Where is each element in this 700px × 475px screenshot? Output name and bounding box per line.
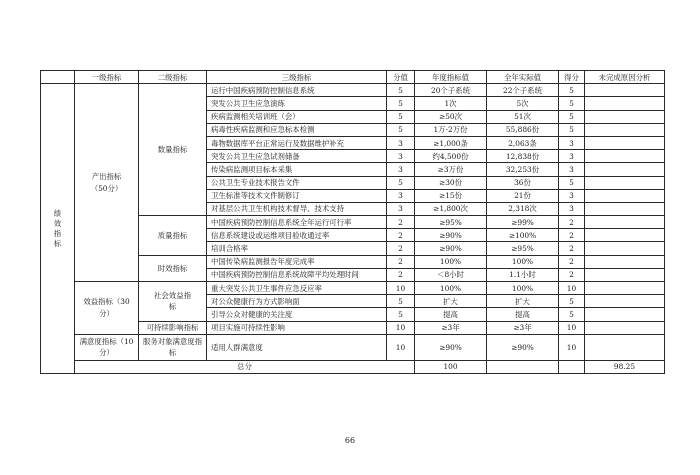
row-score: 3 <box>387 163 415 176</box>
row-score: 3 <box>387 150 415 163</box>
row-actual: 2,318次 <box>487 202 559 215</box>
row-score: 2 <box>387 229 415 242</box>
row-target: 约4,500份 <box>415 150 487 163</box>
row-score: 2 <box>387 268 415 281</box>
row-reason <box>585 308 665 321</box>
row-score: 2 <box>387 255 415 268</box>
total-blank-actual <box>559 360 585 373</box>
row-reason <box>585 268 665 281</box>
row-target: 提高 <box>415 308 487 321</box>
row-reason <box>585 97 665 110</box>
row-points: 3 <box>559 150 585 163</box>
row-reason <box>585 295 665 308</box>
row-reason <box>585 136 665 149</box>
row-points: 3 <box>559 136 585 149</box>
row-actual: 100% <box>487 255 559 268</box>
row-points: 5 <box>559 97 585 110</box>
row-target: 1万-2万份 <box>415 123 487 136</box>
row-reason <box>585 123 665 136</box>
row-score: 2 <box>387 216 415 229</box>
row-score: 10 <box>387 282 415 295</box>
row-target: ≥50次 <box>415 110 487 123</box>
row-points: 5 <box>559 123 585 136</box>
row-target: ≥90% <box>415 229 487 242</box>
row-name: 突发公共卫生应急演练 <box>207 97 387 110</box>
row-target: ≥3年 <box>415 321 487 334</box>
row-reason <box>585 229 665 242</box>
row-score: 5 <box>387 123 415 136</box>
total-blank-target <box>487 360 559 373</box>
row-score: 3 <box>387 189 415 202</box>
row-reason <box>585 321 665 334</box>
row-name: 病毒性疾病监测和应急标本检测 <box>207 123 387 136</box>
row-name: 传染病监测项目标本采集 <box>207 163 387 176</box>
row-actual: 2,063条 <box>487 136 559 149</box>
total-score: 100 <box>415 360 487 373</box>
row-name: 对公众健康行为方式影响面 <box>207 295 387 308</box>
row-points: 5 <box>559 308 585 321</box>
row-actual: 36份 <box>487 176 559 189</box>
row-target: ＜8小时 <box>415 268 487 281</box>
row-name: 适用人群满意度 <box>207 334 387 360</box>
table-row <box>41 84 665 97</box>
row-target: 扩大 <box>415 295 487 308</box>
row-target: ≥90% <box>415 334 487 360</box>
header-target: 年度指标值 <box>415 71 487 84</box>
row-reason <box>585 110 665 123</box>
row-points: 3 <box>559 163 585 176</box>
row-score: 5 <box>387 110 415 123</box>
row-name: 毒物数据库平台正常运行及数据维护补充 <box>207 136 387 149</box>
level1-output <box>75 84 139 282</box>
level2-quality: 质量指标 <box>139 216 207 256</box>
row-name: 中国疾病预防控制信息系统全年运行可行率 <box>207 216 387 229</box>
row-points: 3 <box>559 189 585 202</box>
level1-benefit-label: 效益指标（30分） <box>83 296 130 318</box>
row-points: 10 <box>559 334 585 360</box>
row-points: 2 <box>559 268 585 281</box>
row-points: 2 <box>559 229 585 242</box>
row-points: 10 <box>559 282 585 295</box>
row-reason <box>585 150 665 163</box>
row-name: 中国疾病预防控制信息系统故障平均处理时间 <box>207 268 387 281</box>
row-actual: 12,838份 <box>487 150 559 163</box>
level1-satisfaction <box>75 334 139 360</box>
row-target: ≥90% <box>415 242 487 255</box>
header-reason: 未完成原因分析 <box>585 71 665 84</box>
table-row <box>41 282 665 295</box>
row-points: 10 <box>559 321 585 334</box>
header-points: 得分 <box>559 71 585 84</box>
row-actual: 100% <box>487 282 559 295</box>
page-number: 66 <box>344 436 356 445</box>
row-name: 对基层公共卫生机构技术督导、技术支持 <box>207 202 387 215</box>
row-name: 卫生标准等技术文件制修订 <box>207 189 387 202</box>
row-actual: ≥95% <box>487 242 559 255</box>
row-reason <box>585 163 665 176</box>
row-score: 5 <box>387 176 415 189</box>
row-name: 运行中国疾病预防控制信息系统 <box>207 84 387 97</box>
row-target: ≥95% <box>415 216 487 229</box>
row-name: 项目实施可持续性影响 <box>207 321 387 334</box>
level1-satisfaction-label: 满意度指标（10分） <box>79 337 134 358</box>
row-reason <box>585 176 665 189</box>
level2-quantity: 数量指标 <box>139 84 207 216</box>
row-name: 中国传染病监测报告年度完成率 <box>207 255 387 268</box>
row-reason <box>585 189 665 202</box>
row-target: 1次 <box>415 97 487 110</box>
header-level1: 一级指标 <box>75 71 139 84</box>
row-target: ≥30份 <box>415 176 487 189</box>
total-row <box>41 360 665 373</box>
level2-sustain: 可持续影响指标 <box>139 321 207 334</box>
row-actual: ≥99% <box>487 216 559 229</box>
row-points: 2 <box>559 242 585 255</box>
row-reason <box>585 334 665 360</box>
level2-service <box>139 334 207 360</box>
row-actual: 51次 <box>487 110 559 123</box>
row-name: 引导公众对健康的关注度 <box>207 308 387 321</box>
level2-timeliness: 时效指标 <box>139 255 207 281</box>
row-target: 100% <box>415 282 487 295</box>
row-actual: 22个子系统 <box>487 84 559 97</box>
header-level3: 三级指标 <box>207 71 387 84</box>
row-actual: 55,886份 <box>487 123 559 136</box>
row-reason <box>585 84 665 97</box>
total-label: 总分 <box>75 360 415 373</box>
row-score: 3 <box>387 202 415 215</box>
row-reason <box>585 282 665 295</box>
row-name: 公共卫生专业技术报告文件 <box>207 176 387 189</box>
row-score: 2 <box>387 242 415 255</box>
level2-social-label: 社会效益指标 <box>154 291 191 312</box>
row-actual: ≥3年 <box>487 321 559 334</box>
row-reason <box>585 242 665 255</box>
row-points: 5 <box>559 110 585 123</box>
level1-benefit <box>75 282 139 335</box>
row-score: 10 <box>387 321 415 334</box>
row-actual: 扩大 <box>487 295 559 308</box>
row-points: 5 <box>559 295 585 308</box>
header-level2: 二级指标 <box>139 71 207 84</box>
row-actual: 提高 <box>487 308 559 321</box>
row-name: 重大突发公共卫生事件应急反应率 <box>207 282 387 295</box>
row-reason <box>585 202 665 215</box>
row-points: 5 <box>559 84 585 97</box>
row-points: 5 <box>559 176 585 189</box>
row-actual: 32,253份 <box>487 163 559 176</box>
row-score: 10 <box>387 334 415 360</box>
row-reason <box>585 216 665 229</box>
row-points: 2 <box>559 216 585 229</box>
row-target: ≥3万份 <box>415 163 487 176</box>
group-label-cell <box>41 84 75 374</box>
row-score: 5 <box>387 84 415 97</box>
row-target: ≥1,800次 <box>415 202 487 215</box>
row-name: 培训合格率 <box>207 242 387 255</box>
header-actual: 全年实际值 <box>487 71 559 84</box>
table-row <box>41 334 665 360</box>
group-header-blank <box>41 71 75 84</box>
row-points: 2 <box>559 255 585 268</box>
row-target: ≥1,000条 <box>415 136 487 149</box>
header-score: 分值 <box>387 71 415 84</box>
level2-service-label: 服务对象满意度指标 <box>142 337 203 358</box>
performance-table <box>40 70 665 374</box>
row-target: 100% <box>415 255 487 268</box>
row-name: 突发公共卫生应急试剂储备 <box>207 150 387 163</box>
row-actual: 21份 <box>487 189 559 202</box>
row-score: 5 <box>387 308 415 321</box>
level1-output-label: 产出指标（50分） <box>90 171 123 193</box>
row-target: ≥15份 <box>415 189 487 202</box>
row-actual: ≥90% <box>487 334 559 360</box>
group-label: 绩效指标 <box>53 208 62 248</box>
total-points: 98.25 <box>585 360 665 373</box>
row-reason <box>585 255 665 268</box>
row-actual: ≥100% <box>487 229 559 242</box>
row-points: 3 <box>559 202 585 215</box>
level2-social <box>139 282 207 322</box>
row-actual: 5次 <box>487 97 559 110</box>
row-score: 5 <box>387 295 415 308</box>
row-score: 5 <box>387 97 415 110</box>
row-score: 3 <box>387 136 415 149</box>
row-actual: 1.1小时 <box>487 268 559 281</box>
row-name: 信息系统建设或运维项目验收通过率 <box>207 229 387 242</box>
row-target: 20个子系统 <box>415 84 487 97</box>
header-row <box>41 71 665 84</box>
row-name: 疾病监测相关培训班（会） <box>207 110 387 123</box>
